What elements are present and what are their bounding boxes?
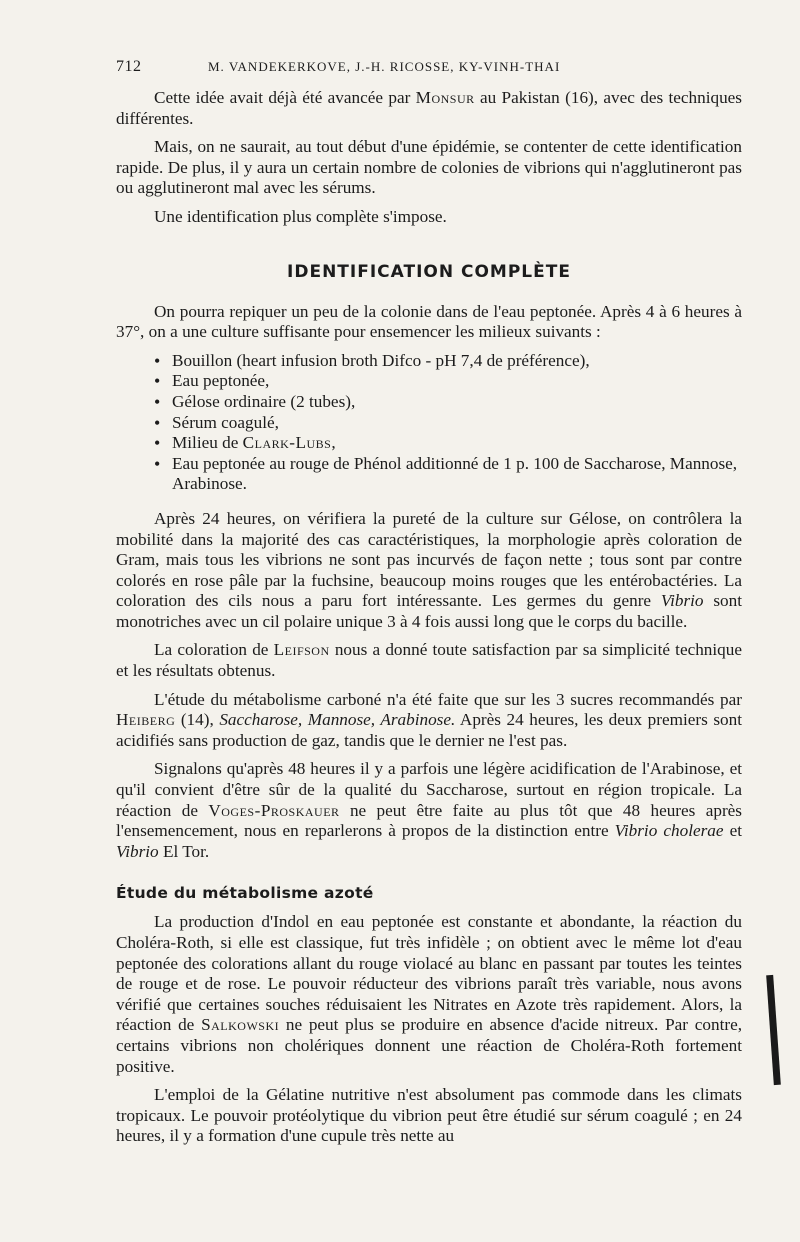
paragraph: Mais, on ne saurait, au tout début d'une épidémie, se contenter de cette identification rapide. De plus, il y aura un certain nombre de colonies de vibrions qui n'agglutineront pas ou agglutineront mal avec les sérums. xyxy=(116,137,742,198)
list-item: • Bouillon (heart infusion broth Difco - pH 7,4 de préférence), xyxy=(154,351,742,372)
paragraph: Après 24 heures, on vérifiera la pureté de la culture sur Gélose, on contrôlera la mobilité dans la majorité des cas caractéristiques, la morphologie après coloration de Gram, mais tous les vibrions ne sont pas incurvés de façon nette ; tous sont par contre colorés en rose pâle par la fuchsine, beaucoup moins rouges que les entérobactéries. La coloration des cils nous a paru fort intéressante. Les germes du genre Vibrio sont monotriches avec un cil polaire unique 3 à 4 fois aussi long que le corps du bacille. xyxy=(116,508,742,631)
paragraph: L'emploi de la Gélatine nutritive n'est absolument pas commode dans les climats tropicaux. Le pouvoir protéolytique du vibrion peut être étudié sur sérum coagulé ; en 24 heures, il y a formation d'une cupule très nette au xyxy=(116,1085,742,1146)
paragraph: La production d'Indol en eau peptonée est constante et abondante, la réaction du Choléra-Roth, si elle est classique, fut très infidèle ; on obtient avec le même lot d'eau peptonée des colorations allant du rouge violacé au blanc en passant par toutes les teintes de rouge et de rose. Le pouvoir réducteur des vibrions paraît très variable, nous avons vérifié que certaines souches réduisaient les Nitrates en Azote très rapidement. Alors, la réaction de Salkowski ne peut plus se produire en absence d'acide nitreux. Par contre, certains vibrions non cholériques donnent une réaction de Choléra-Roth fortement positive. xyxy=(116,912,742,1076)
list-item: • Gélose ordinaire (2 tubes), xyxy=(154,392,742,413)
culture-media-list xyxy=(154,351,742,495)
running-head: M. VANDEKERKOVE, J.-H. RICOSSE, KY-VINH-THAI xyxy=(208,59,561,74)
list-item: • Eau peptonée, xyxy=(154,371,742,392)
document-page xyxy=(116,58,742,1155)
paragraph: On pourra repiquer un peu de la colonie dans de l'eau peptonée. Après 4 à 6 heures à 37°, on a une culture suffisante pour ensemencer les milieux suivants : xyxy=(116,301,742,342)
section-heading: IDENTIFICATION COMPLÈTE xyxy=(287,261,571,282)
scan-edge-mark xyxy=(766,975,781,1085)
paragraph: Signalons qu'après 48 heures il y a parfois une légère acidification de l'Arabinose, et qu'il convient d'être sûr de la qualité du Saccharose, surtout en région tropicale. La réaction de Voges-Proskauer ne peut être faite au plus tôt que 48 heures après l'ensemencement, nous en reparlerons à propos de la distinction entre Vibrio cholerae et Vibrio El Tor. xyxy=(116,759,742,861)
subsection-heading: Étude du métabolisme azoté xyxy=(116,884,374,903)
page-number: 712 xyxy=(116,58,142,75)
list-item: • Milieu de Clark-Lubs, xyxy=(154,433,742,454)
list-item: • Sérum coagulé, xyxy=(154,413,742,434)
paragraph: Une identification plus complète s'impose. xyxy=(154,206,447,226)
paragraph: L'étude du métabolisme carboné n'a été faite que sur les 3 sucres recommandés par Heiberg (14), Saccharose, Mannose, Arabinose. Après 24 heures, les deux premiers sont acidifiés sans production de gaz, tandis que le dernier ne l'est pas. xyxy=(116,689,743,750)
page-header xyxy=(116,58,742,76)
paragraph: La coloration de Leifson nous a donné toute satisfaction par sa simplicité technique et les résultats obtenus. xyxy=(116,640,742,681)
paragraph: Cette idée avait déjà été avancée par Monsur au Pakistan (16), avec des techniques différentes. xyxy=(116,88,742,128)
list-item: • Eau peptonée au rouge de Phénol additionné de 1 p. 100 de Saccharose, Mannose, Arabinose. xyxy=(154,454,742,495)
